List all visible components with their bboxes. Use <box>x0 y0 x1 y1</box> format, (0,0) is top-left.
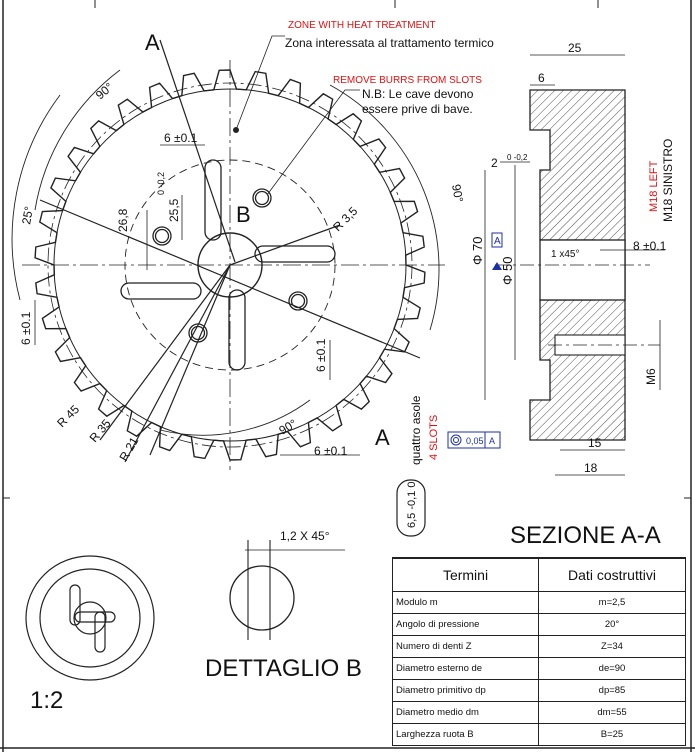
dim-slot-depth: 25,5 <box>167 198 181 222</box>
angle-25: 25° <box>19 205 37 226</box>
angle-90-right: 90° <box>449 183 466 204</box>
thread-m18: M18 SINISTRO <box>661 138 675 222</box>
table-row <box>393 592 686 614</box>
slot-top <box>205 160 221 240</box>
slot-bottom <box>229 290 245 370</box>
spec-term: Larghezza ruota B <box>393 724 539 746</box>
dim-slot-left: 6 ±0.1 <box>19 311 33 345</box>
dimension-lines <box>35 145 360 455</box>
dim-r35: R 35 <box>86 416 114 445</box>
dim-slot-bottom: 6 ±0.1 <box>314 444 348 458</box>
dim-slot-right: 6 ±0.1 <box>314 338 328 372</box>
gear-isometric-icon <box>26 556 154 680</box>
table-row <box>393 614 686 636</box>
burrs-note-it-2: essere prive di bave. <box>362 102 473 116</box>
heat-note-it: Zona interessata al trattamento termico <box>285 36 494 50</box>
spec-term: Angolo di pressione <box>393 614 539 636</box>
datum-label: A <box>494 236 501 247</box>
burrs-note-en: REMOVE BURRS FROM SLOTS <box>333 75 482 86</box>
dim-r45: R 45 <box>54 402 83 431</box>
concentricity-tol: 0,05 <box>466 436 484 446</box>
hole <box>256 192 269 205</box>
table-row <box>393 724 686 746</box>
slots-note-it: quattro asole <box>409 395 423 465</box>
leader-lines <box>236 36 360 195</box>
thread-m18-en: M18 LEFT <box>648 160 660 212</box>
table-row <box>393 658 686 680</box>
concentricity-icon <box>451 435 461 445</box>
heat-note-en: ZONE WITH HEAT TREATMENT <box>288 20 436 31</box>
spec-value: de=90 <box>539 658 686 680</box>
spec-term: Diametro medio dm <box>393 702 539 724</box>
spec-term: Modulo m <box>393 592 539 614</box>
spec-value: dp=85 <box>539 680 686 702</box>
dim-r-small: R 3,5 <box>330 203 361 235</box>
scale-ratio: 1:2 <box>30 687 64 714</box>
spec-header-data: Dati costruttivi <box>539 558 686 592</box>
dim-slot-top: 6 ±0.1 <box>164 131 198 145</box>
dim-chamfer-tol: 0 -0,2 <box>507 153 528 162</box>
spec-value: Z=34 <box>539 636 686 658</box>
heat-zone-dot <box>234 128 239 133</box>
dim-depth-8: 8 ±0.1 <box>633 239 667 253</box>
angle-90-top: 90° <box>92 79 116 103</box>
dim-width-15: 15 <box>588 436 602 450</box>
slot-left <box>121 283 201 299</box>
section-mark-top: A <box>145 30 160 55</box>
spec-header-terms: Termini <box>393 558 539 592</box>
section-mark-bottom: A <box>375 425 390 450</box>
section-title: SEZIONE A-A <box>510 522 661 549</box>
spec-table <box>392 557 686 746</box>
spec-term: Diametro primitivo dp <box>393 680 539 702</box>
spec-value: m=2,5 <box>539 592 686 614</box>
slots-note-en: 4 SLOTS <box>428 414 440 460</box>
dim-width-18: 18 <box>584 461 598 475</box>
dim-slot-depth-tol: 0 -0,2 <box>156 171 166 195</box>
spec-value: dm=55 <box>539 702 686 724</box>
dim-dia-50: Φ 50 <box>500 256 515 285</box>
slot-end-dim: 6,5 -0,1 0 <box>406 481 418 528</box>
slot-right <box>255 246 335 262</box>
dim-chamfer-x45: 1 x45° <box>551 249 580 260</box>
dim-hole-pos: 26,8 <box>116 208 130 232</box>
center-lines <box>22 60 445 470</box>
concentricity-ref: A <box>489 436 496 446</box>
spec-value: B=25 <box>539 724 686 746</box>
section-m6-hole <box>555 335 625 355</box>
detail-chamfer: 1,2 X 45° <box>280 529 330 543</box>
burrs-note-it-1: N.B: Le cave devono <box>362 87 474 101</box>
thread-m6: M6 <box>644 368 658 385</box>
table-row <box>393 702 686 724</box>
dim-step-6: 6 <box>538 71 545 85</box>
detail-title: DETTAGLIO B <box>205 655 362 682</box>
table-row <box>393 680 686 702</box>
spec-term: Numero di denti Z <box>393 636 539 658</box>
dim-dia-70: Φ 70 <box>470 236 485 265</box>
angle-90-bottom: 90° <box>276 416 300 438</box>
detail-mark: B <box>236 202 251 227</box>
hole <box>156 230 169 243</box>
table-row <box>393 636 686 658</box>
dim-width-25: 25 <box>568 41 582 55</box>
spec-term: Diametro esterno de <box>393 658 539 680</box>
dim-r21: R 21 <box>116 434 142 464</box>
dim-chamfer-2: 2 <box>491 156 498 170</box>
detail-b-view <box>230 540 345 640</box>
spec-value: 20° <box>539 614 686 636</box>
